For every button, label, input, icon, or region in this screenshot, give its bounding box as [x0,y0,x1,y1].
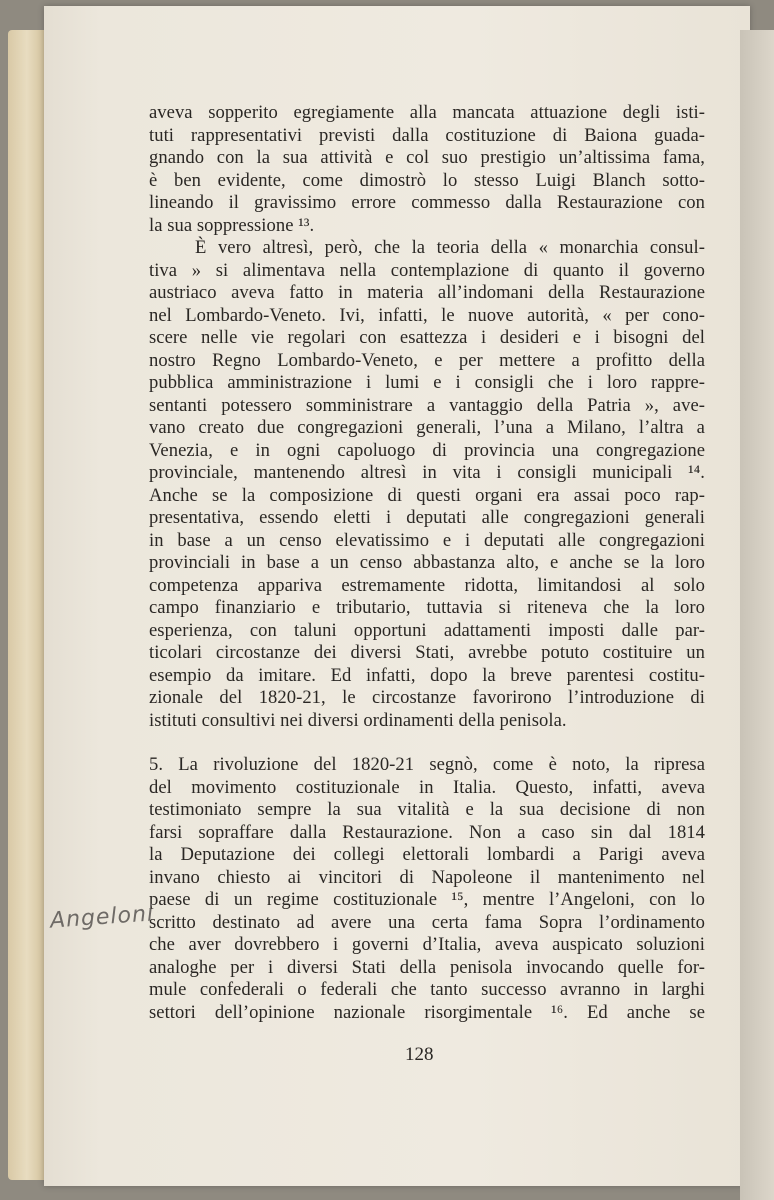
text-line: invano chiesto ai vincitori di Napoleone il mantenimento nel [149,866,705,888]
text-line: testimoniato sempre la sua vitalità e la sua decisione di non [149,799,705,820]
text-line: provinciale, mantenendo altresì in vita i consigli municipali ¹⁴. [149,462,705,483]
text-line: farsi sopraffare dalla Restaurazione. Non a caso sin dal 1814 [149,821,705,843]
text-line: tiva » si alimentava nella contemplazione di quanto il governo [149,259,705,281]
text-line: settori dell’opinione nazionale risorgimentale ¹⁶. Ed anche se [149,1001,705,1023]
text-line: competenza appariva estremamente ridotta, limitandosi al solo [149,574,705,596]
paragraph-2 [149,237,705,732]
text-line: analoghe per i diversi Stati della penisola invocando quelle for- [149,956,705,978]
text-line: mule confederali o federali che tanto successo avranno in larghi [149,979,705,1000]
text-line: esperienza, con taluni opportuni adattamenti imposti dalle par- [149,619,705,641]
text-line: sentanti potessero somministrare a vantaggio della Patria », ave- [149,394,705,416]
text-line: Venezia, e in ogni capoluogo di provincia una congregazione [149,439,705,461]
text-line: in base a un censo elevatissimo e i deputati alle congregazioni [149,529,705,551]
text-line: pubblica amministrazione i lumi e i consigli che i loro rappre- [149,372,705,393]
text-line: campo finanziario e tributario, tuttavia si riteneva che la loro [149,597,705,618]
text-line: lineando il gravissimo errore commesso dalla Restaurazione con [149,192,705,213]
text-line: presentativa, essendo eletti i deputati alle congregazioni generali [149,507,705,528]
text-line: tuti rappresentativi previsti dalla costituzione di Baiona guada- [149,124,705,146]
text-line: ticolari circostanze dei diversi Stati, avrebbe potuto costituire un [149,642,705,663]
text-line: Anche se la composizione di questi organi era assai poco rap- [149,484,705,506]
handwritten-margin-note: Angeloni [49,901,155,934]
text-line: 5. La rivoluzione del 1820-21 segnò, come è noto, la ripresa [149,754,705,775]
text-line: è ben evidente, come dimostrò lo stesso Luigi Blanch sotto- [149,169,705,191]
text-line: esempio da imitare. Ed infatti, dopo la breve parentesi costitu- [149,664,705,686]
text-line: vano creato due congregazioni generali, l’una a Milano, l’altra a [149,417,705,438]
text-line: provinciali in base a un censo abbastanza alto, e anche se la loro [149,552,705,573]
paragraph-1 [149,102,705,237]
text-line: del movimento costituzionale in Italia. Questo, infatti, aveva [149,776,705,798]
text-line: istituti consultivi nei diversi ordinamenti della penisola. [149,709,567,731]
page-text [149,102,705,1024]
text-line: nostro Regno Lombardo-Veneto, e per mettere a profitto della [149,349,705,371]
text-line: gnando con la sua attività e col suo prestigio un’altissima fama, [149,147,705,168]
text-line: zionale del 1820-21, le circostanze favorirono l’introduzione di [149,687,705,708]
text-line: la Deputazione dei collegi elettorali lombardi a Parigi aveva [149,844,705,865]
text-line: nel Lombardo-Veneto. Ivi, infatti, le nuove autorità, « per cono- [149,304,705,326]
page-number: 128 [405,1044,434,1065]
text-line: scritto destinato ad avere una certa fama Sopra l’ordinamento [149,911,705,933]
text-line: la sua soppressione ¹³. [149,214,315,236]
text-line: aveva sopperito egregiamente alla mancata attuazione degli isti- [149,102,705,123]
text-line: scere nelle vie regolari con esattezza i desideri e i bisogni del [149,327,705,348]
text-line: che aver dovrebbero i governi d’Italia, aveva auspicato soluzioni [149,934,705,955]
paragraph-3 [149,754,705,1024]
text-line: paese di un regime costituzionale ¹⁵, mentre l’Angeloni, con lo [149,889,705,910]
section-gap [149,732,705,754]
text-line: È vero altresì, però, che la teoria della « monarchia consul- [149,237,705,258]
facing-page-edge [740,30,774,1200]
text-line: austriaco aveva fatto in materia all’indomani della Restaurazione [149,282,705,303]
